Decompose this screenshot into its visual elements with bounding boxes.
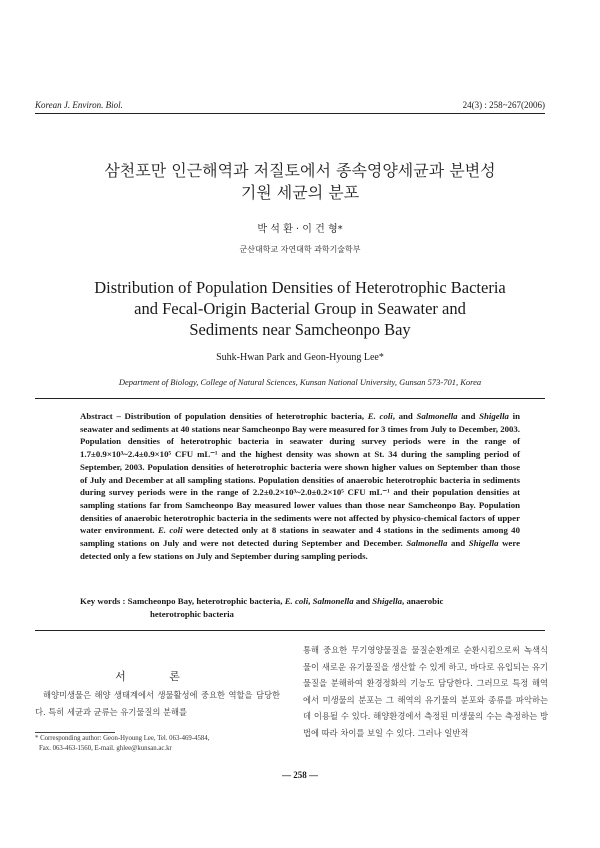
body-left-column: 해양미생물은 해양 생태계에서 생물활성에 중요한 역할을 담당한다. 특히 세균과 균류는 유기물질의 분해를 <box>35 690 280 717</box>
keywords-text: heterotrophic bacteria <box>150 608 234 619</box>
abstract: Abstract – Distribution of population densities of heterotrophic bacteria, E. coli, and Salmonella and Shigella in seawater and sediments at 40 stations near Samcheonpo Bay were measured for 3 times from July to December, 2003. Population densities of heterotrophic bacteria in seawater during survey periods were in the range of 1.7±0.9×10³~2.4±0.9×10⁵ CFU mL⁻¹ and the highest density was shown at St. 34 during the sampling period of September, 2003. Population densities of heterotrophic bacteria were shown higher values on September than those of July and December at all sampling stations. Population densities of anaerobic heterotrophic bacteria in sediments during survey periods were in the range of 2.2±0.2×10³~2.0±0.2×10⁵ CFU mL⁻¹ and their population densities at sampling stations far from Samcheonpo Bay measured lower values than those near Samcheonpo Bay. Population densities of anaerobic heterotrophic bacteria in the sediments were not affected by physico-chemical factors of upper water environment. E. coli were detected only at 8 stations in seawater and 4 stations in the sediments among 40 sampling stations on July and were not detected during September and December. Salmonella and Shigella were detected only a few stations on July and September during sampling periods. <box>80 411 520 561</box>
keywords-text: , anaerobic <box>402 596 444 606</box>
keywords-text: , <box>308 596 313 606</box>
korean-affiliation: 군산대학교 자연대학 과학기술학부 <box>239 245 361 254</box>
abstract-text: and <box>457 411 480 421</box>
footnote-line: * Corresponding author: Geon-Hyoung Lee, Tel. 063-469-4584, <box>35 735 210 742</box>
english-title <box>0 277 600 340</box>
page-number: — 258 — <box>282 770 318 780</box>
korean-authors: 박 석 환 · 이 건 형* <box>257 224 343 235</box>
english-title-line: Sediments near Samcheonpo Bay <box>189 320 411 339</box>
abstract-text: E. coli <box>367 411 393 421</box>
english-affiliation: Department of Biology, College of Natural Sciences, Kunsan National University, Gunsan 573-701, Korea <box>118 377 482 387</box>
english-title-line: Distribution of Population Densities of Heterotrophic Bacteria <box>94 278 506 297</box>
abstract-text: Distribution of population densities of heterotrophic bacteria, <box>124 411 368 421</box>
abstract-text: Salmonella <box>406 538 448 549</box>
abstract-text: were detected only at 8 stations in seawater and 4 stations in the sediments among 40 sampling stations on July and were not detected during September and December. <box>80 525 520 549</box>
english-authors: Suhk-Hwan Park and Geon-Hyoung Lee* <box>216 352 384 363</box>
abstract-text: were detected only a few stations on July and September during sampling periods. <box>80 538 520 561</box>
abstract-text: , and <box>392 411 417 421</box>
keywords-label: Key words : <box>80 596 126 606</box>
corresponding-author-footnote <box>35 734 280 754</box>
keywords <box>80 595 520 620</box>
keywords-text: E. coli <box>284 596 309 606</box>
body-right-column: 통해 중요한 무기영양물질을 물질순환계로 순환시킴으로써 녹색식물이 새로운 유기물질을 생산할 수 있게 하고, 바다로 유입되는 유기물질을 분해하여 환경정화의 기능도 담당한다. 그러므로 특정 해역에서 미생물의 분포는 그 해역의 유기물의 분포와 종류를 파악하는데 이용될 수 있다. 해양환경에서 측정된 미생물의 수는 측정하는 방법에 따라 차이를 보일 수 있다. 그러나 일반적 <box>303 645 548 738</box>
abstract-text: in seawater and sediments at 40 stations near Samcheonpo Bay were measured for 3 times from July to December, 2003. Population densities of heterotrophic bacteria in seawater during survey periods were in the range of 1.7±0.9×10³~2.4±0.9×10⁵ CFU mL⁻¹ and the highest density was shown at St. 34 during the sampling period of September, 2003. Population densities of heterotrophic bacteria were shown higher values on September than those of July and December at all sampling stations. Population densities of anaerobic heterotrophic bacteria in sediments during survey periods were in the range of 2.2±0.2×10³~2.0±0.2×10⁵ CFU mL⁻¹ and their population densities at sampling stations far from Samcheonpo Bay measured lower values than those near Samcheonpo Bay. Population densities of anaerobic heterotrophic bacteria in the sediments were not affected by physico-chemical factors of upper water environment. <box>80 411 520 536</box>
header-rule <box>35 113 545 114</box>
abstract-text: E. coli <box>157 525 183 536</box>
abstract-top-rule <box>35 398 545 399</box>
english-title-line: and Fecal-Origin Bacterial Group in Seawater and <box>134 299 466 318</box>
keywords-text: and <box>353 596 373 606</box>
journal-citation: 24(3) : 258~267(2006) <box>462 100 545 110</box>
abstract-text: Salmonella <box>416 411 458 421</box>
abstract-label: Abstract <box>80 411 113 421</box>
keywords-text: Shigella <box>372 596 403 606</box>
keywords-text: Samcheonpo Bay, heterotrophic bacteria, <box>125 596 285 606</box>
footnote-rule <box>35 732 115 733</box>
abstract-text: Shigella <box>468 538 499 549</box>
section-title: 서 론 <box>115 670 200 683</box>
abstract-text: Shigella <box>479 411 509 421</box>
abstract-text: and <box>447 538 469 549</box>
footnote-line: Fax. 063-463-1560, E-mail. ghlee@kunsan.ac.kr <box>39 745 172 752</box>
korean-title-line: 기원 세균의 분포 <box>240 183 360 202</box>
journal-name: Korean J. Environ. Biol. <box>35 100 123 110</box>
abstract-bottom-rule <box>35 630 545 631</box>
korean-title-line: 삼천포만 인근해역과 저질토에서 종속영양세균과 분변성 <box>104 161 496 180</box>
keywords-text: Salmonella <box>312 596 354 606</box>
korean-title <box>0 160 600 204</box>
